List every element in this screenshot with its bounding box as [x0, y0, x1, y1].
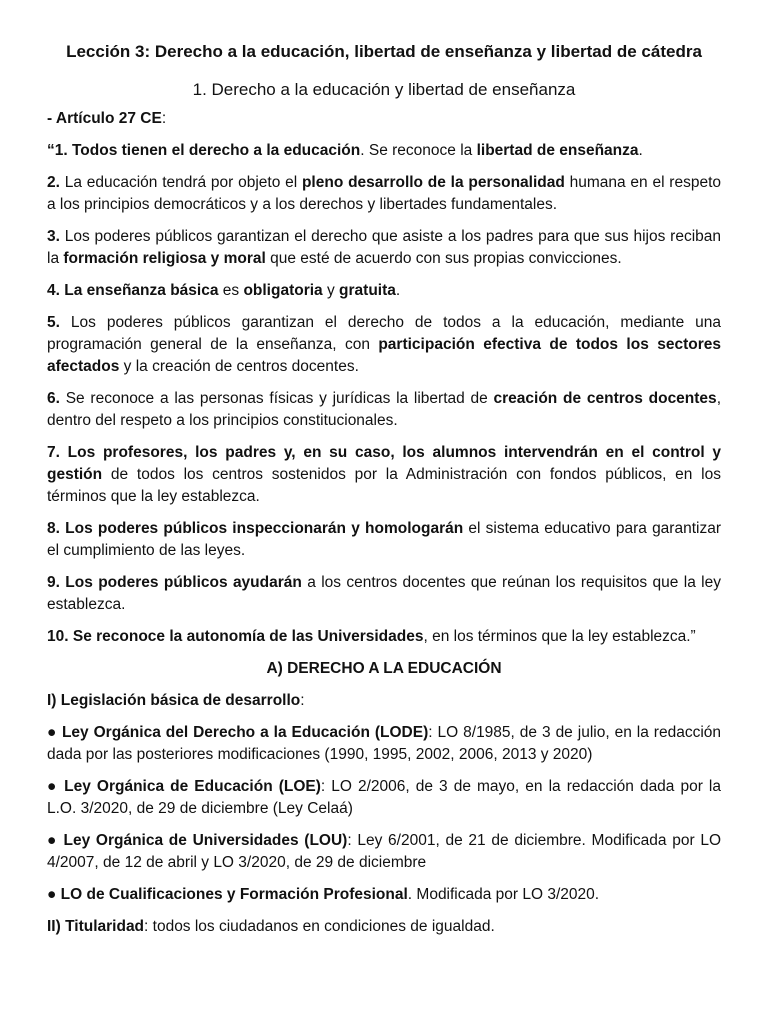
- p4-bold-c: obligatoria: [243, 282, 323, 299]
- subsection-ii: [47, 916, 721, 938]
- p4-text-f: .: [395, 282, 401, 299]
- section-a-label: A) DERECHO A LA EDUCACIÓN: [266, 660, 502, 677]
- p4-bold-e: gratuita: [339, 282, 396, 299]
- p4-bold-a: 4. La enseñanza básica: [47, 282, 219, 299]
- p5-text-b: Los poderes públicos garantizan el derecho de todos a la educación, mediante una programación general de la enseñanza, con: [47, 314, 721, 353]
- paragraph-9: [47, 572, 721, 616]
- p7-bold-a: 7. Los profesores, los padres y, en su caso, los alumnos intervendrán en el control y gestión: [47, 444, 721, 483]
- section-subtitle: 1. Derecho a la educación y libertad de enseñanza: [192, 80, 576, 99]
- p3-text-b: Los poderes públicos garantizan el derecho que asiste a los padres para que sus hijos reciban la: [47, 228, 721, 267]
- article-heading-label: - Artículo 27 CE: [47, 110, 162, 127]
- p6-bold-c: creación de centros docentes: [493, 390, 717, 407]
- p2-text-b: La educación tendrá por objeto el: [59, 174, 302, 191]
- p2-number: 2.: [47, 174, 60, 191]
- p7-text-b: de todos los centros sostenidos por la Administración con fondos públicos, en los términos que la ley establezca.: [47, 466, 721, 505]
- law-item-lcfp: [47, 884, 721, 906]
- p2-bold-c: pleno desarrollo de la personalidad: [301, 174, 565, 191]
- law-item-lou: [47, 830, 721, 874]
- section-a-heading: [47, 658, 721, 680]
- p5-number: 5.: [47, 314, 60, 331]
- p4-text-d: y: [322, 282, 340, 299]
- paragraph-2: [47, 172, 721, 216]
- sub-i-label: I) Legislación básica de desarrollo: [47, 692, 301, 709]
- paragraph-5: [47, 312, 721, 378]
- p6-number: 6.: [47, 390, 60, 407]
- law2-text: : LO 2/2006, de 3 de mayo, en la redacción dada por la L.O. 3/2020, de 29 de diciembre (Ley Celaá): [47, 778, 721, 817]
- p10-bold-a: 10. Se reconoce la autonomía de las Universidades: [47, 628, 424, 645]
- sub-i-colon: :: [300, 692, 305, 709]
- law1-name: ● Ley Orgánica del Derecho a la Educación (LODE): [47, 724, 429, 741]
- p1-text-b: . Se reconoce la: [360, 142, 477, 159]
- law4-name: ● LO de Cualificaciones y Formación Profesional: [47, 886, 408, 903]
- article-heading-colon: :: [161, 110, 167, 127]
- law3-text: : Ley 6/2001, de 21 de diciembre. Modificada por LO 4/2007, de 12 de abril y LO 3/2020, de 29 de diciembre: [47, 832, 722, 871]
- page-title: Lección 3: Derecho a la educación, libertad de enseñanza y libertad de cátedra: [66, 42, 702, 61]
- p3-text-d: que esté de acuerdo con sus propias convicciones.: [265, 250, 622, 267]
- paragraph-10: [47, 626, 721, 648]
- law-item-lode: [47, 722, 721, 766]
- p1-bold-c: libertad de enseñanza: [476, 142, 639, 159]
- p2-text-d: humana en el respeto a los principios democráticos y a los derechos y libertades fundamentales.: [47, 174, 722, 213]
- paragraph-6: [47, 388, 721, 432]
- sub-ii-text: : todos los ciudadanos en condiciones de igualdad.: [144, 918, 495, 935]
- law1-text: : LO 8/1985, de 3 de julio, en la redacción dada por las posteriores modificaciones (1990, 1995, 2002, 2006, 2013 y 2020): [47, 724, 722, 763]
- paragraph-8: [47, 518, 721, 562]
- law3-name: ● Ley Orgánica de Universidades (LOU): [47, 832, 348, 849]
- p8-bold-a: 8. Los poderes públicos inspeccionarán y homologarán: [47, 520, 464, 537]
- sub-ii-label: II) Titularidad: [47, 918, 145, 935]
- paragraph-4: [47, 280, 721, 302]
- law2-name: ● Ley Orgánica de Educación (LOE): [47, 778, 321, 795]
- paragraph-3: [47, 226, 721, 270]
- p3-number: 3.: [47, 228, 60, 245]
- p9-bold-a: 9. Los poderes públicos ayudarán: [47, 574, 302, 591]
- p3-bold-c: formación religiosa y moral: [63, 250, 266, 267]
- p6-text-d: , dentro del respeto a los principios constitucionales.: [47, 390, 721, 429]
- paragraph-7: [47, 442, 721, 508]
- p9-text-b: a los centros docentes que reúnan los requisitos que la ley establezca.: [47, 574, 721, 613]
- p8-text-b: el sistema educativo para garantizar el cumplimiento de las leyes.: [47, 520, 721, 559]
- p6-text-b: Se reconoce a las personas físicas y jurídicas la libertad de: [59, 390, 494, 407]
- p10-text-b: , en los términos que la ley establezca.”: [423, 628, 696, 645]
- paragraph-1: [47, 140, 721, 162]
- law4-text: . Modificada por LO 3/2020.: [407, 886, 600, 903]
- p1-bold-a: “1. Todos tienen el derecho a la educación: [47, 142, 361, 159]
- p1-text-d: .: [638, 142, 643, 159]
- article-heading: [47, 108, 721, 130]
- p5-text-d: y la creación de centros docentes.: [119, 358, 359, 375]
- p5-bold-c: participación efectiva de todos los sectores afectados: [47, 336, 721, 375]
- law-item-loe: [47, 776, 721, 820]
- p4-text-b: es: [218, 282, 244, 299]
- subsection-i-heading: [47, 690, 721, 712]
